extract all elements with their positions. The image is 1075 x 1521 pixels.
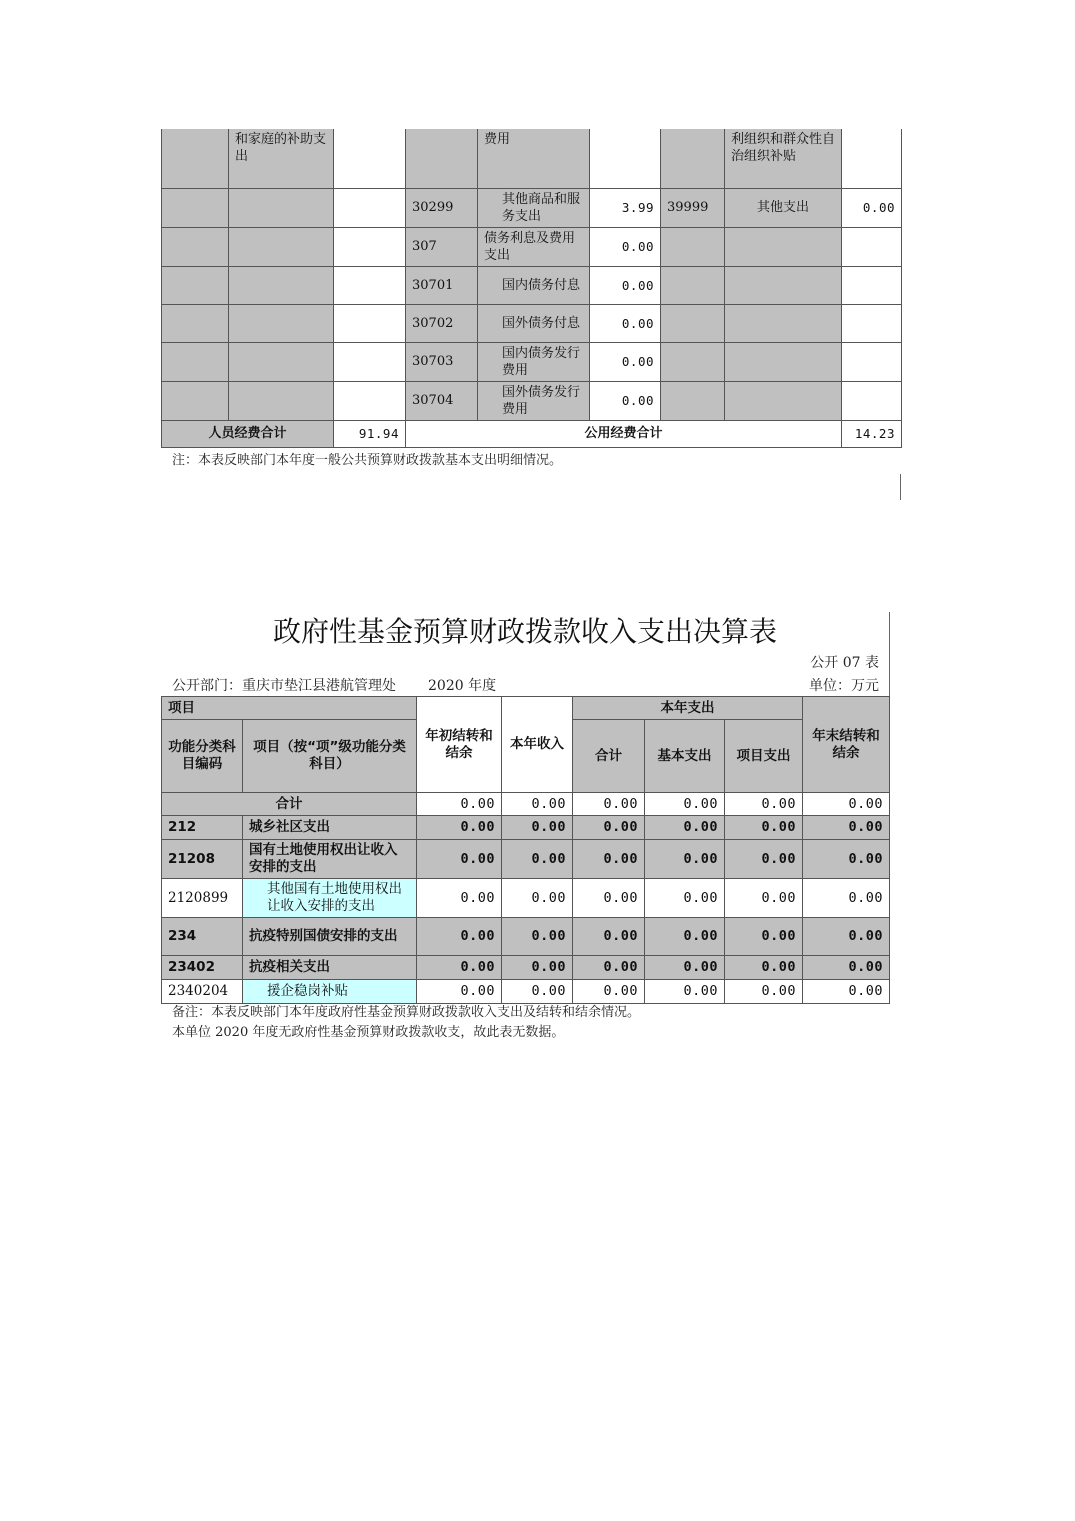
cell (725, 304, 842, 342)
cell (229, 304, 334, 342)
header-item: 项目 (162, 697, 417, 720)
cell (334, 188, 406, 227)
code: 234 (162, 918, 243, 956)
econ-name: 国外债务付息 (478, 304, 590, 342)
cell (406, 129, 478, 188)
page-title: 政府性基金预算财政拨款收入支出决算表 (272, 615, 777, 648)
amount: 0.00 (502, 918, 573, 956)
econ-code: 307 (406, 227, 478, 266)
cell (842, 227, 902, 266)
table-row (162, 129, 902, 188)
amount: 0.00 (725, 840, 803, 879)
amount: 0.00 (590, 266, 661, 304)
amount: 0.00 (417, 816, 502, 840)
table-row (162, 980, 890, 1004)
amount: 0.00 (417, 918, 502, 956)
code: 212 (162, 816, 243, 840)
fund-budget-table (161, 696, 890, 1004)
cell (162, 381, 229, 420)
name: 抗疫特别国债安排的支出 (243, 918, 417, 956)
cell (842, 342, 902, 381)
amount: 0.00 (573, 793, 645, 816)
code: 21208 (162, 840, 243, 879)
header-total: 合计 (573, 720, 645, 793)
code: 23402 (162, 956, 243, 980)
code: 2120899 (162, 879, 243, 918)
amount: 0.00 (417, 840, 502, 879)
table-row (162, 840, 890, 879)
cell (590, 129, 661, 188)
cell (334, 304, 406, 342)
econ-code: 30702 (406, 304, 478, 342)
code: 2340204 (162, 980, 243, 1004)
econ-name: 国内债务发行费用 (478, 342, 590, 381)
amount: 0.00 (725, 816, 803, 840)
table-row (162, 816, 890, 840)
totals-row (162, 420, 902, 447)
cell (162, 342, 229, 381)
cell (334, 381, 406, 420)
table-row (162, 227, 902, 266)
amount: 0.00 (645, 879, 725, 918)
table-row (162, 304, 902, 342)
cell (162, 304, 229, 342)
cell: 利组织和群众性自治组织补贴 (725, 129, 842, 188)
cell (661, 381, 725, 420)
cell (842, 129, 902, 188)
amount: 0.00 (502, 980, 573, 1004)
header-begin: 年初结转和结余 (417, 697, 502, 793)
cell (842, 266, 902, 304)
table2-note: 备注：本表反映部门本年度政府性基金预算财政拨款收入支出及结转和结余情况。 (172, 1005, 641, 1020)
econ-code: 39999 (661, 188, 725, 227)
cell (229, 342, 334, 381)
cell (229, 227, 334, 266)
cell (661, 227, 725, 266)
amount: 0.00 (725, 918, 803, 956)
personnel-total-value: 91.94 (334, 420, 406, 447)
econ-code: 30703 (406, 342, 478, 381)
cell (661, 129, 725, 188)
header-row (162, 697, 890, 720)
amount: 0.00 (590, 304, 661, 342)
table-row (162, 188, 902, 227)
cell (725, 342, 842, 381)
cell (661, 266, 725, 304)
table-row (162, 266, 902, 304)
econ-name: 其他支出 (725, 188, 842, 227)
econ-name: 国内债务付息 (478, 266, 590, 304)
amount: 0.00 (573, 816, 645, 840)
table-row (162, 879, 890, 918)
amount: 0.00 (417, 956, 502, 980)
amount: 0.00 (502, 840, 573, 879)
amount: 0.00 (725, 980, 803, 1004)
unit: 单位：万元 (809, 678, 879, 694)
cell (661, 304, 725, 342)
amount: 0.00 (803, 879, 890, 918)
table-row (162, 956, 890, 980)
amount: 0.00 (645, 980, 725, 1004)
cell (725, 227, 842, 266)
personnel-total-label: 人员经费合计 (162, 420, 334, 447)
amount: 0.00 (417, 879, 502, 918)
amount: 0.00 (725, 956, 803, 980)
total-label: 合计 (162, 793, 417, 816)
cell (162, 129, 229, 188)
table1-note: 注：本表反映部门本年度一般公共预算财政拨款基本支出明细情况。 (172, 453, 563, 468)
amount: 0.00 (590, 227, 661, 266)
amount: 0.00 (417, 980, 502, 1004)
econ-name: 其他商品和服务支出 (478, 188, 590, 227)
name: 国有土地使用权出让收入安排的支出 (243, 840, 417, 879)
amount: 0.00 (573, 956, 645, 980)
total-row (162, 793, 890, 816)
amount: 3.99 (590, 188, 661, 227)
header-income: 本年收入 (502, 697, 573, 793)
divider (889, 612, 890, 696)
amount: 0.00 (573, 840, 645, 879)
amount: 0.00 (725, 793, 803, 816)
econ-code: 30704 (406, 381, 478, 420)
header-code: 功能分类科目编码 (162, 720, 243, 793)
cell: 费用 (478, 129, 590, 188)
header-expense: 本年支出 (573, 697, 803, 720)
amount: 0.00 (803, 816, 890, 840)
amount: 0.00 (645, 840, 725, 879)
cell (229, 266, 334, 304)
fiscal-year: 2020 年度 (428, 678, 497, 694)
table2-no-data-note: 本单位 2020 年度无政府性基金预算财政拨款收支，故此表无数据。 (172, 1025, 565, 1040)
cell (334, 129, 406, 188)
header-project: 项目支出 (725, 720, 803, 793)
amount: 0.00 (803, 793, 890, 816)
table-row (162, 342, 902, 381)
public-total-value: 14.23 (842, 420, 902, 447)
amount: 0.00 (502, 793, 573, 816)
econ-name: 国外债务发行费用 (478, 381, 590, 420)
econ-name: 债务利息及费用支出 (478, 227, 590, 266)
cell (162, 227, 229, 266)
amount: 0.00 (502, 879, 573, 918)
header-end: 年末结转和结余 (803, 697, 890, 793)
name: 其他国有土地使用权出让收入安排的支出 (243, 879, 417, 918)
header-name: 项目（按“项”级功能分类科目） (243, 720, 417, 793)
basic-expenditure-table (161, 129, 902, 448)
cell (162, 266, 229, 304)
amount: 0.00 (803, 956, 890, 980)
amount: 0.00 (725, 879, 803, 918)
amount: 0.00 (645, 816, 725, 840)
cell (334, 342, 406, 381)
cell (842, 304, 902, 342)
divider (900, 474, 901, 500)
amount: 0.00 (590, 342, 661, 381)
amount: 0.00 (502, 956, 573, 980)
econ-code: 30701 (406, 266, 478, 304)
name: 援企稳岗补贴 (243, 980, 417, 1004)
cell (229, 188, 334, 227)
table-row (162, 381, 902, 420)
cell: 和家庭的补助支出 (229, 129, 334, 188)
cell (725, 381, 842, 420)
amount: 0.00 (573, 980, 645, 1004)
amount: 0.00 (803, 918, 890, 956)
econ-code: 30299 (406, 188, 478, 227)
public-total-label: 公用经费合计 (406, 420, 842, 447)
amount: 0.00 (573, 918, 645, 956)
amount: 0.00 (842, 188, 902, 227)
table-row (162, 918, 890, 956)
amount: 0.00 (502, 816, 573, 840)
cell (334, 266, 406, 304)
cell (842, 381, 902, 420)
form-number: 公开 07 表 (810, 655, 879, 671)
name: 城乡社区支出 (243, 816, 417, 840)
name: 抗疫相关支出 (243, 956, 417, 980)
cell (334, 227, 406, 266)
cell (162, 188, 229, 227)
amount: 0.00 (645, 918, 725, 956)
amount: 0.00 (417, 793, 502, 816)
amount: 0.00 (573, 879, 645, 918)
department: 公开部门：重庆市垫江县港航管理处 (172, 678, 396, 694)
cell (725, 266, 842, 304)
header-basic: 基本支出 (645, 720, 725, 793)
amount: 0.00 (803, 840, 890, 879)
cell (229, 381, 334, 420)
amount: 0.00 (645, 956, 725, 980)
amount: 0.00 (590, 381, 661, 420)
amount: 0.00 (803, 980, 890, 1004)
cell (661, 342, 725, 381)
amount: 0.00 (645, 793, 725, 816)
